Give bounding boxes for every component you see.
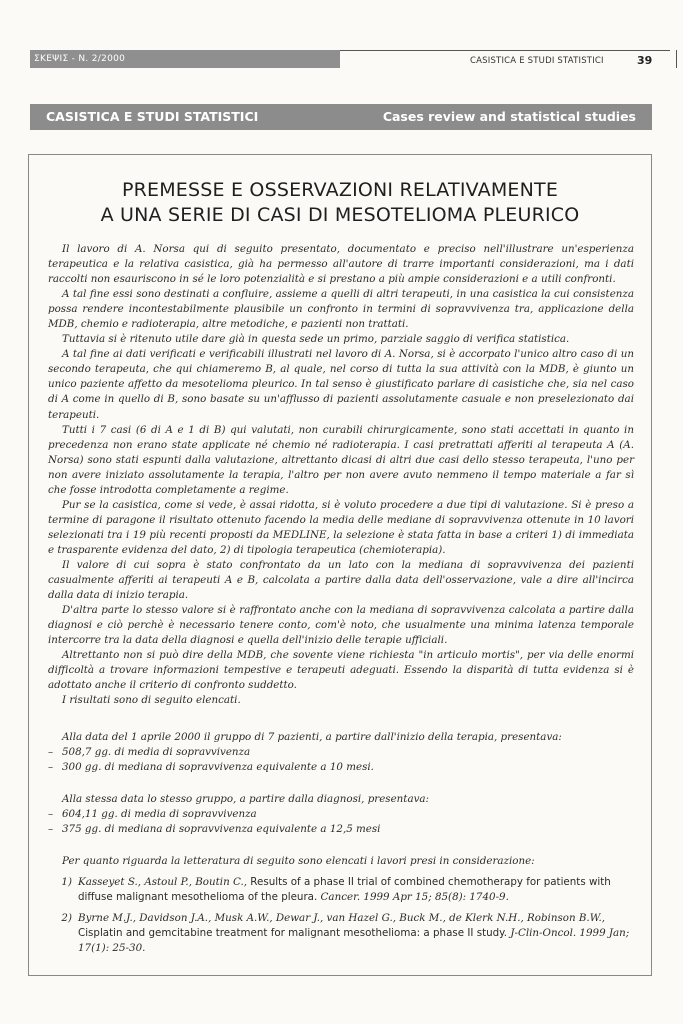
results-from-therapy bbox=[48, 730, 634, 775]
title-line-2: A UNA SERIE DI CASI DI MESOTELIOMA PLEURICO bbox=[100, 204, 580, 226]
results-intro: Alla data del 1 aprile 2000 il gruppo di 7 pazienti, a partire dall'inizio della terapia, presentava: bbox=[62, 731, 562, 743]
page-number: 39 bbox=[637, 54, 653, 67]
result-item: – 604,11 gg. di media di sopravvivenza bbox=[48, 808, 257, 820]
paragraph: Tutti i 7 casi (6 di A e 1 di B) qui valutati, non curabili chirurgicamente, sono stati accettati in quanto in precedenza non erano state applicate né chemio né radioterapia. I casi pretrattati afferiti al terapeuta A (A. Norsa) sono stati espunti dalla valutazione, altrettanto dicasi di altri due casi dello stesso terapeuta, l'uno per non avere iniziato assolutamente la terapia, l'altro per non avere avuto nemmeno il tempo materiale a far sì che fosse introdotta completamente a regime. bbox=[48, 423, 634, 496]
result-item: – 508,7 gg. di media di sopravvivenza bbox=[48, 746, 251, 758]
reference-title: Results of a phase II trial of combined chemotherapy for patients with diffuse malignant mesothelioma of the pleura. bbox=[78, 876, 611, 903]
paragraph: Il lavoro di A. Norsa qui di seguito presentato, documentato e preciso nell'illustrare un'esperienza terapeutica e la relativa casistica, già ha permesso all'autore di trarre importanti considerazioni, ma i dati raccolti non esauriscono in sé le loro potenzialità e si prestano a più ampie considerazioni e a utili confronti. bbox=[48, 243, 634, 286]
paragraph: I risultati sono di seguito elencati. bbox=[62, 694, 241, 707]
journal-header: ΣΚΕΨΙΣ - N. 2/2000 bbox=[30, 50, 340, 68]
article-body bbox=[48, 242, 634, 708]
results-intro: Alla stessa data lo stesso gruppo, a partire dalla diagnosi, presentava: bbox=[62, 793, 430, 805]
result-item: – 300 gg. di mediana di sopravvivenza equivalente a 10 mesi. bbox=[48, 761, 374, 773]
reference-authors: Byrne M.J., Davidson J.A., Musk A.W., Dewar J., van Hazel G., Buck M., de Klerk N.H., Robinson B.W., bbox=[78, 912, 606, 924]
results-from-diagnosis bbox=[48, 792, 634, 837]
reference-authors: Kasseyet S., Astoul P., Boutin C., bbox=[78, 876, 248, 888]
result-item: – 375 gg. di mediana di sopravvivenza equivalente a 12,5 mesi bbox=[48, 823, 381, 835]
reference-title: Cisplatin and gemcitabine treatment for malignant mesothelioma: a phase II study. bbox=[78, 927, 508, 939]
section-band bbox=[30, 104, 652, 130]
references-intro: Per quanto riguarda la letteratura di seguito sono elencati i lavori presi in considerazione: bbox=[62, 855, 535, 867]
article-title bbox=[28, 178, 652, 228]
header-tick bbox=[676, 50, 677, 68]
paragraph: A tal fine essi sono destinati a confluire, assieme a quelli di altri terapeuti, in una casistica la cui consistenza possa rendere incontestabilmente plausibile un confronto in termini di sopravvivenza tra, applicazione della MDB, chemio e radioterapia, altre metodiche, e pazienti non trattati. bbox=[48, 288, 634, 331]
header-rule bbox=[340, 50, 670, 51]
reference-item: 2) Byrne M.J., Davidson J.A., Musk A.W., Dewar J., van Hazel G., Buck M., de Klerk N.H., Robinson B.W., Cisplatin and gemcitabine treatment for malignant mesothelioma: a phase II study. J-Clin-Oncol. 1999 Jan; 17(1): 25-30. bbox=[61, 912, 630, 954]
section-band-italian: CASISTICA E STUDI STATISTICI bbox=[46, 109, 259, 124]
paragraph: Tuttavia si è ritenuto utile dare già in questa sede un primo, parziale saggio di verifica statistica. bbox=[62, 333, 570, 346]
paragraph: D'altra parte lo stesso valore si è raffrontato anche con la mediana di sopravvivenza calcolata a partire dalla diagnosi e ciò perchè è necessario tenere conto, com'è noto, che usualmente una minima latenza temporale intercorre tra la data della diagnosi e quella dell'inizio delle terapie ufficiali. bbox=[48, 604, 634, 647]
paragraph: Pur se la casistica, come si vede, è assai ridotta, si è voluto procedere a due tipi di valutazione. Si è preso a termine di paragone il risultato ottenuto facendo la media delle mediane di sopravvivenza ottenute in 10 lavori selezionati tra i 19 più recenti proposti da MEDLINE, la selezione è stata fatta in base a criteri 1) di immediata e trasparente evidenza del dato, 2) di tipologia terapeutica (chemioterapia). bbox=[48, 498, 634, 556]
section-band-english: Cases review and statistical studies bbox=[382, 109, 636, 124]
reference-source: J-Clin-Oncol. 1999 Jan; 17(1): 25-30. bbox=[78, 927, 630, 954]
title-line-1: PREMESSE E OSSERVAZIONI RELATIVAMENTE bbox=[121, 179, 559, 201]
reference-source: Cancer. 1999 Apr 15; 85(8): 1740-9. bbox=[317, 891, 509, 903]
running-section-title: CASISTICA E STUDI STATISTICI bbox=[470, 56, 604, 66]
reference-item: 1) Kasseyet S., Astoul P., Boutin C., Results of a phase II trial of combined chemotherapy for patients with diffuse malignant mesothelioma of the pleura. Cancer. 1999 Apr 15; 85(8): 1740-9. bbox=[61, 876, 611, 903]
paragraph: Il valore di cui sopra è stato confrontato da un lato con la mediana di sopravvivenza dei pazienti casualmente afferiti ai terapeuti A e B, calcolata a partire dalla data dell'osservazione, vale a dire all'incirca dalla data di inizio terapia. bbox=[48, 558, 634, 602]
paragraph: A tal fine ai dati verificati e verificabili illustrati nel lavoro di A. Norsa, si è accorpato l'unico altro caso di un secondo terapeuta, che qui chiameremo B, al quale, nel corso di tutta la sua attività con la MDB, è giunto un unico paziente affetto da mesotelioma pleurico. In tal senso è giustificato parlare di casistiche che, sia nel caso di A come in quello di B, sono basate su un'afflusso di pazienti assolutamente casuale e non preselezionato dai terapeuti. bbox=[48, 348, 634, 421]
references bbox=[48, 854, 638, 962]
paragraph: Altrettanto non si può dire della MDB, che sovente viene richiesta "in articulo mortis", per via delle enormi difficoltà a trovare informazioni tempestive e terapeuti adeguati. Essendo la disparità di tutta evidenza si è adottato anche il criterio di confronto suddetto. bbox=[48, 649, 634, 692]
